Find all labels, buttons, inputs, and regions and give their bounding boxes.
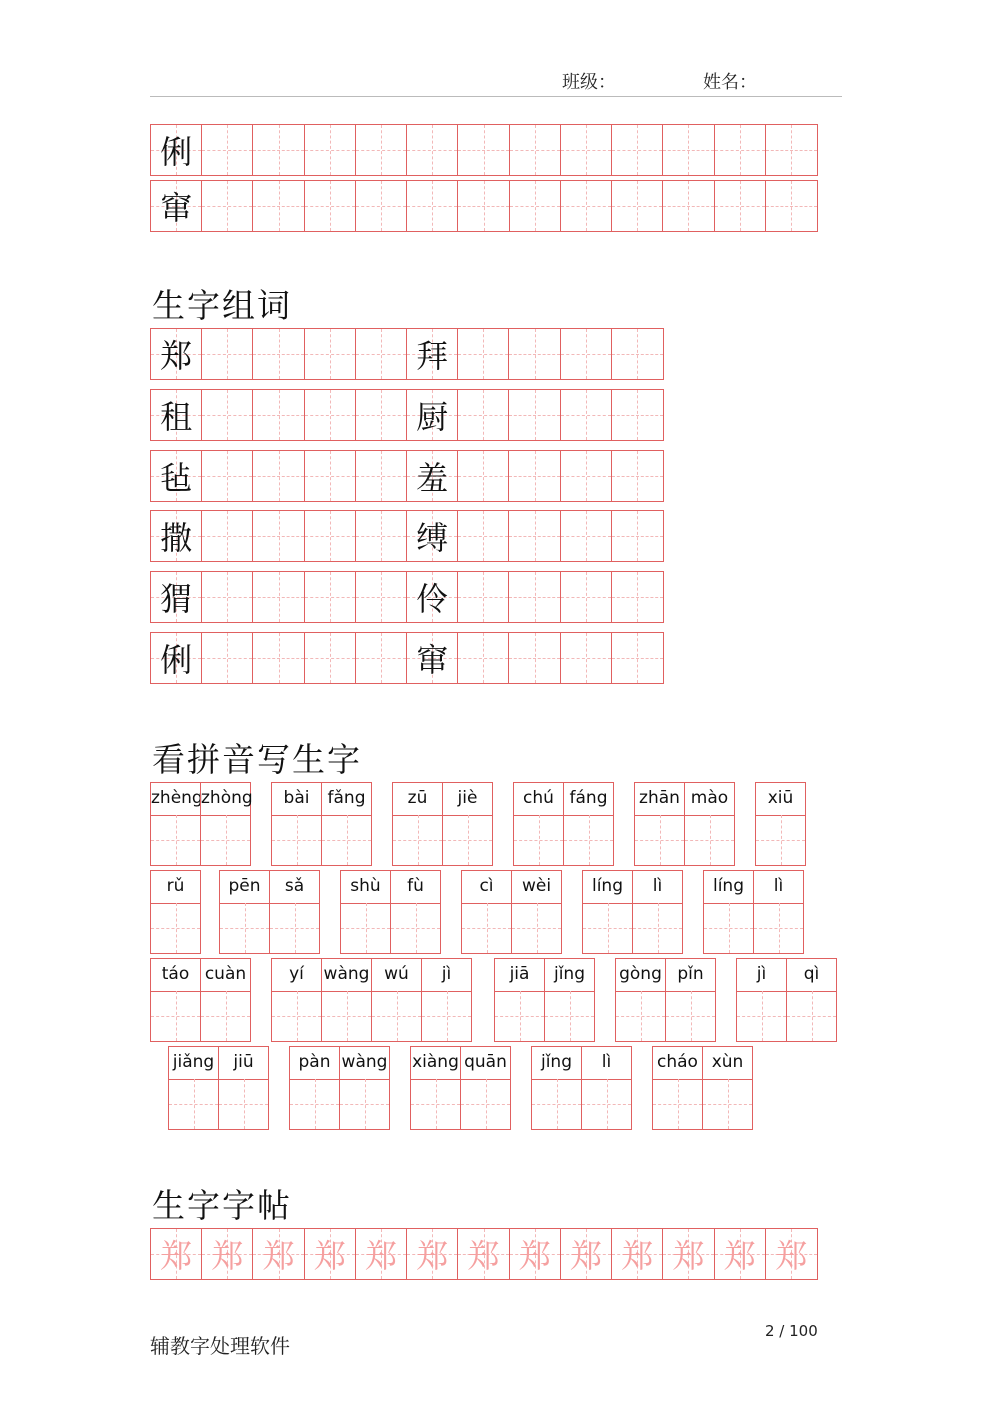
pinyin-syllable: yí <box>272 959 321 992</box>
writing-cell[interactable] <box>509 633 560 683</box>
pinyin-cell[interactable] <box>219 870 270 954</box>
pinyin-syllable: jiǎng <box>169 1047 218 1080</box>
char-cell <box>561 1229 612 1279</box>
pinyin-syllable: pàn <box>290 1047 339 1080</box>
writing-grid[interactable] <box>495 991 544 1041</box>
char-cell <box>151 572 202 622</box>
writing-grid[interactable] <box>703 1079 752 1129</box>
pinyin-word-box <box>755 782 805 866</box>
model-char: 租 <box>160 397 193 436</box>
trace-char: 郑 <box>211 1237 244 1275</box>
pinyin-cell[interactable] <box>494 958 545 1042</box>
writing-grid[interactable] <box>220 903 269 953</box>
model-char: 撒 <box>160 519 193 558</box>
writing-cell[interactable] <box>561 451 612 501</box>
writing-cell[interactable] <box>509 511 560 561</box>
word-row <box>150 389 664 441</box>
writing-grid[interactable] <box>582 1079 631 1129</box>
pinyin-syllable: wú <box>372 959 421 992</box>
writing-cell[interactable] <box>253 125 304 175</box>
pinyin-syllable: jiè <box>443 783 492 816</box>
writing-cell[interactable] <box>509 390 560 440</box>
trace-char: 郑 <box>416 1237 449 1275</box>
pinyin-word-box <box>271 958 471 1042</box>
trace-char: 郑 <box>621 1237 654 1275</box>
pinyin-syllable: táo <box>151 959 200 992</box>
pinyin-syllable: cì <box>462 871 511 904</box>
writing-cell[interactable] <box>561 329 612 379</box>
pinyin-word-box <box>736 958 836 1042</box>
writing-grid[interactable] <box>322 815 371 865</box>
model-char: 俐 <box>160 641 193 679</box>
writing-cell[interactable] <box>766 125 817 175</box>
pinyin-word-box <box>703 870 803 954</box>
class-label: 班级： <box>562 72 616 93</box>
pinyin-syllable: wèi <box>512 871 561 904</box>
writing-grid[interactable] <box>391 903 440 953</box>
writing-grid[interactable] <box>462 903 511 953</box>
pinyin-word-box <box>634 782 734 866</box>
writing-cell[interactable] <box>253 451 304 501</box>
writing-cell[interactable] <box>561 572 612 622</box>
pinyin-cell[interactable] <box>200 782 251 866</box>
pinyin-syllable: lì <box>633 871 682 904</box>
writing-grid[interactable] <box>393 815 442 865</box>
writing-cell[interactable] <box>612 511 663 561</box>
char-cell <box>407 1229 458 1279</box>
pinyin-syllable: chú <box>514 783 563 816</box>
writing-cell[interactable] <box>253 181 304 231</box>
writing-cell[interactable] <box>305 572 356 622</box>
writing-cell[interactable] <box>356 329 407 379</box>
trace-char: 郑 <box>672 1237 705 1275</box>
writing-cell[interactable] <box>458 511 509 561</box>
pinyin-cell[interactable] <box>168 1046 219 1130</box>
writing-grid[interactable] <box>583 903 632 953</box>
writing-cell[interactable] <box>202 125 253 175</box>
word-row <box>150 450 664 502</box>
writing-cell[interactable] <box>202 329 253 379</box>
pinyin-cell[interactable] <box>390 870 441 954</box>
pinyin-cell[interactable] <box>460 1046 511 1130</box>
model-char: 缚 <box>416 519 449 558</box>
trace-char: 郑 <box>313 1237 346 1275</box>
model-char: 毡 <box>160 458 193 497</box>
writing-grid[interactable] <box>322 991 371 1041</box>
pinyin-word-box <box>615 958 715 1042</box>
char-cell <box>151 633 202 683</box>
writing-cell[interactable] <box>510 125 561 175</box>
trace-char: 郑 <box>160 1237 193 1275</box>
pinyin-cell[interactable] <box>755 782 806 866</box>
writing-cell[interactable] <box>305 511 356 561</box>
writing-grid[interactable] <box>653 1079 702 1129</box>
writing-grid[interactable] <box>737 991 786 1041</box>
model-char: 窜 <box>416 641 449 679</box>
pinyin-word-box <box>494 958 594 1042</box>
writing-cell[interactable] <box>202 181 253 231</box>
model-char: 拜 <box>416 337 449 375</box>
writing-grid[interactable] <box>272 991 321 1041</box>
writing-cell[interactable] <box>561 633 612 683</box>
writing-cell[interactable] <box>253 329 304 379</box>
writing-grid[interactable] <box>635 815 684 865</box>
char-cell <box>202 1229 253 1279</box>
model-char: 郑 <box>160 337 193 375</box>
writing-grid[interactable] <box>633 903 682 953</box>
writing-grid[interactable] <box>272 815 321 865</box>
writing-cell[interactable] <box>458 390 509 440</box>
pinyin-section-title: 看拼音写生字 <box>152 740 362 779</box>
pinyin-cell[interactable] <box>150 958 201 1042</box>
pinyin-syllable: jì <box>422 959 471 992</box>
pinyin-word-box <box>461 870 561 954</box>
practice-row <box>150 124 818 176</box>
writing-cell[interactable] <box>202 633 253 683</box>
pinyin-syllable: zū <box>393 783 442 816</box>
pinyin-cell[interactable] <box>634 782 685 866</box>
pinyin-cell[interactable] <box>442 782 493 866</box>
pinyin-syllable: rǔ <box>151 871 200 904</box>
pinyin-cell[interactable] <box>511 870 562 954</box>
writing-grid[interactable] <box>201 991 250 1041</box>
char-cell <box>151 390 202 440</box>
pinyin-syllable: xiàng <box>411 1047 460 1080</box>
writing-cell[interactable] <box>612 572 663 622</box>
pinyin-syllable: zhòng <box>201 783 250 816</box>
pinyin-cell[interactable] <box>581 1046 632 1130</box>
pinyin-cell[interactable] <box>289 1046 340 1130</box>
writing-cell[interactable] <box>510 181 561 231</box>
word-row <box>150 510 664 562</box>
writing-cell[interactable] <box>458 572 509 622</box>
writing-grid[interactable] <box>616 991 665 1041</box>
pinyin-cell[interactable] <box>615 958 666 1042</box>
name-label: 姓名： <box>703 72 757 93</box>
writing-grid[interactable] <box>756 815 805 865</box>
char-cell <box>407 329 458 379</box>
writing-cell[interactable] <box>305 451 356 501</box>
pinyin-cell[interactable] <box>271 958 322 1042</box>
char-cell <box>510 1229 561 1279</box>
pinyin-syllable: xiū <box>756 783 805 816</box>
writing-cell[interactable] <box>202 572 253 622</box>
pinyin-syllable: líng <box>583 871 632 904</box>
pinyin-cell[interactable] <box>544 958 595 1042</box>
pinyin-syllable: quān <box>461 1047 510 1080</box>
pinyin-cell[interactable] <box>218 1046 269 1130</box>
pinyin-syllable: lì <box>582 1047 631 1080</box>
pinyin-cell[interactable] <box>665 958 716 1042</box>
writing-cell[interactable] <box>612 451 663 501</box>
char-cell <box>151 181 202 231</box>
pinyin-syllable: zhān <box>635 783 684 816</box>
writing-cell[interactable] <box>356 451 407 501</box>
writing-cell[interactable] <box>253 511 304 561</box>
pinyin-word-box <box>340 870 440 954</box>
char-cell <box>612 1229 663 1279</box>
writing-cell[interactable] <box>561 390 612 440</box>
writing-grid[interactable] <box>169 1079 218 1129</box>
char-cell <box>151 451 202 501</box>
pinyin-cell[interactable] <box>321 958 372 1042</box>
header-rule <box>150 96 842 97</box>
writing-cell[interactable] <box>253 633 304 683</box>
pinyin-syllable: fǎng <box>322 783 371 816</box>
writing-grid[interactable] <box>201 815 250 865</box>
writing-cell[interactable] <box>458 125 509 175</box>
pinyin-word-box <box>219 870 319 954</box>
writing-cell[interactable] <box>202 390 253 440</box>
trace-char: 郑 <box>775 1237 808 1275</box>
writing-grid[interactable] <box>219 1079 268 1129</box>
pinyin-cell[interactable] <box>461 870 512 954</box>
copybook-section-title: 生字字帖 <box>152 1186 292 1225</box>
pinyin-word-box <box>410 1046 510 1130</box>
word-section-title: 生字组词 <box>152 286 292 325</box>
pinyin-word-box <box>271 782 371 866</box>
writing-cell[interactable] <box>509 329 560 379</box>
writing-cell[interactable] <box>356 511 407 561</box>
pinyin-syllable: wàng <box>340 1047 389 1080</box>
pinyin-cell[interactable] <box>684 782 735 866</box>
writing-grid[interactable] <box>787 991 836 1041</box>
writing-cell[interactable] <box>663 125 714 175</box>
writing-cell[interactable] <box>356 633 407 683</box>
pinyin-cell[interactable] <box>702 1046 753 1130</box>
writing-grid[interactable] <box>461 1079 510 1129</box>
pinyin-syllable: xùn <box>703 1047 752 1080</box>
writing-grid[interactable] <box>545 991 594 1041</box>
writing-cell[interactable] <box>458 329 509 379</box>
writing-cell[interactable] <box>202 511 253 561</box>
pinyin-cell[interactable] <box>371 958 422 1042</box>
copybook-row <box>150 1228 818 1280</box>
pinyin-syllable: lì <box>754 871 803 904</box>
pinyin-syllable: wàng <box>322 959 371 992</box>
writing-grid[interactable] <box>422 991 471 1041</box>
char-cell <box>663 1229 714 1279</box>
pinyin-cell[interactable] <box>269 870 320 954</box>
trace-char: 郑 <box>262 1237 295 1275</box>
writing-grid[interactable] <box>512 903 561 953</box>
trace-char: 郑 <box>365 1237 398 1275</box>
writing-cell[interactable] <box>612 329 663 379</box>
char-cell <box>407 633 458 683</box>
char-cell <box>151 125 202 175</box>
model-char: 厨 <box>416 397 449 436</box>
model-char: 猬 <box>160 580 193 619</box>
pinyin-word-box <box>150 870 200 954</box>
pinyin-syllable: fáng <box>564 783 613 816</box>
writing-cell[interactable] <box>561 511 612 561</box>
pinyin-cell[interactable] <box>200 958 251 1042</box>
writing-cell[interactable] <box>766 181 817 231</box>
pinyin-cell[interactable] <box>736 958 787 1042</box>
writing-grid[interactable] <box>151 991 200 1041</box>
writing-cell[interactable] <box>715 125 766 175</box>
writing-cell[interactable] <box>612 125 663 175</box>
trace-char: 郑 <box>518 1237 551 1275</box>
pinyin-cell[interactable] <box>531 1046 582 1130</box>
pinyin-syllable: jì <box>737 959 786 992</box>
char-cell <box>356 1229 407 1279</box>
software-name: 辅教字处理软件 <box>150 1334 290 1358</box>
trace-char: 郑 <box>569 1237 602 1275</box>
pinyin-cell[interactable] <box>652 1046 703 1130</box>
model-char: 俐 <box>160 133 193 171</box>
writing-grid[interactable] <box>151 815 200 865</box>
pinyin-cell[interactable] <box>421 958 472 1042</box>
writing-cell[interactable] <box>458 181 509 231</box>
pinyin-word-box <box>289 1046 389 1130</box>
writing-cell[interactable] <box>509 572 560 622</box>
writing-cell[interactable] <box>305 390 356 440</box>
writing-cell[interactable] <box>253 572 304 622</box>
char-cell <box>151 1229 202 1279</box>
writing-cell[interactable] <box>253 390 304 440</box>
writing-grid[interactable] <box>514 815 563 865</box>
trace-char: 郑 <box>723 1237 756 1275</box>
writing-cell[interactable] <box>612 390 663 440</box>
pinyin-word-box <box>652 1046 752 1130</box>
writing-cell[interactable] <box>458 451 509 501</box>
writing-grid[interactable] <box>340 1079 389 1129</box>
pinyin-cell[interactable] <box>339 1046 390 1130</box>
word-row <box>150 632 664 684</box>
pinyin-cell[interactable] <box>321 782 372 866</box>
pinyin-cell[interactable] <box>632 870 683 954</box>
pinyin-syllable: shù <box>341 871 390 904</box>
pinyin-syllable: jiā <box>495 959 544 992</box>
pinyin-word-box <box>150 782 253 866</box>
pinyin-cell[interactable] <box>271 782 322 866</box>
pinyin-cell[interactable] <box>582 870 633 954</box>
pinyin-word-box <box>392 782 492 866</box>
writing-cell[interactable] <box>612 633 663 683</box>
pinyin-cell[interactable] <box>150 782 201 866</box>
writing-cell[interactable] <box>356 390 407 440</box>
pinyin-syllable: zhèng <box>151 783 200 816</box>
writing-grid[interactable] <box>704 903 753 953</box>
writing-grid[interactable] <box>341 903 390 953</box>
pinyin-cell[interactable] <box>513 782 564 866</box>
writing-cell[interactable] <box>561 181 612 231</box>
writing-cell[interactable] <box>509 451 560 501</box>
pinyin-word-box <box>582 870 682 954</box>
pinyin-syllable: qì <box>787 959 836 992</box>
writing-grid[interactable] <box>564 815 613 865</box>
char-cell <box>766 1229 817 1279</box>
writing-cell[interactable] <box>663 181 714 231</box>
char-cell <box>305 1229 356 1279</box>
word-row <box>150 571 664 623</box>
trace-char: 郑 <box>467 1237 500 1275</box>
pinyin-word-box <box>513 782 613 866</box>
writing-cell[interactable] <box>305 125 356 175</box>
pinyin-syllable: jiū <box>219 1047 268 1080</box>
char-cell <box>151 511 202 561</box>
model-char: 羞 <box>416 458 449 497</box>
pinyin-cell[interactable] <box>340 870 391 954</box>
practice-row <box>150 180 818 232</box>
writing-grid[interactable] <box>290 1079 339 1129</box>
writing-grid[interactable] <box>411 1079 460 1129</box>
pinyin-word-box <box>531 1046 631 1130</box>
pinyin-syllable: jǐng <box>545 959 594 992</box>
char-cell <box>407 451 458 501</box>
writing-grid[interactable] <box>151 903 200 953</box>
pinyin-syllable: gòng <box>616 959 665 992</box>
char-cell <box>253 1229 304 1279</box>
writing-cell[interactable] <box>305 181 356 231</box>
writing-grid[interactable] <box>372 991 421 1041</box>
pinyin-cell[interactable] <box>410 1046 461 1130</box>
pinyin-syllable: líng <box>704 871 753 904</box>
pinyin-syllable: cuàn <box>201 959 250 992</box>
model-char: 窜 <box>160 189 193 227</box>
writing-cell[interactable] <box>407 125 458 175</box>
writing-grid[interactable] <box>685 815 734 865</box>
pinyin-cell[interactable] <box>392 782 443 866</box>
writing-cell[interactable] <box>356 125 407 175</box>
word-row <box>150 328 664 380</box>
writing-cell[interactable] <box>407 181 458 231</box>
writing-cell[interactable] <box>305 633 356 683</box>
pinyin-syllable: bài <box>272 783 321 816</box>
writing-cell[interactable] <box>715 181 766 231</box>
pinyin-word-box <box>168 1046 268 1130</box>
pinyin-word-box <box>150 958 250 1042</box>
char-cell <box>407 511 458 561</box>
pinyin-cell[interactable] <box>753 870 804 954</box>
writing-grid[interactable] <box>443 815 492 865</box>
pinyin-syllable: sǎ <box>270 871 319 904</box>
writing-cell[interactable] <box>202 451 253 501</box>
char-cell <box>151 329 202 379</box>
char-cell <box>407 390 458 440</box>
pinyin-cell[interactable] <box>563 782 614 866</box>
writing-grid[interactable] <box>666 991 715 1041</box>
writing-grid[interactable] <box>754 903 803 953</box>
writing-cell[interactable] <box>612 181 663 231</box>
writing-cell[interactable] <box>561 125 612 175</box>
pinyin-syllable: pǐn <box>666 959 715 992</box>
writing-grid[interactable] <box>270 903 319 953</box>
char-cell <box>715 1229 766 1279</box>
page-number: 2 / 100 <box>765 1322 818 1340</box>
pinyin-syllable: cháo <box>653 1047 702 1080</box>
writing-cell[interactable] <box>458 633 509 683</box>
pinyin-cell[interactable] <box>703 870 754 954</box>
pinyin-syllable: mào <box>685 783 734 816</box>
pinyin-cell[interactable] <box>150 870 201 954</box>
model-char: 伶 <box>416 580 449 619</box>
pinyin-cell[interactable] <box>786 958 837 1042</box>
char-cell <box>407 572 458 622</box>
char-cell <box>458 1229 509 1279</box>
writing-grid[interactable] <box>532 1079 581 1129</box>
pinyin-syllable: fù <box>391 871 440 904</box>
writing-cell[interactable] <box>305 329 356 379</box>
pinyin-syllable: pēn <box>220 871 269 904</box>
writing-cell[interactable] <box>356 572 407 622</box>
pinyin-syllable: jǐng <box>532 1047 581 1080</box>
writing-cell[interactable] <box>356 181 407 231</box>
